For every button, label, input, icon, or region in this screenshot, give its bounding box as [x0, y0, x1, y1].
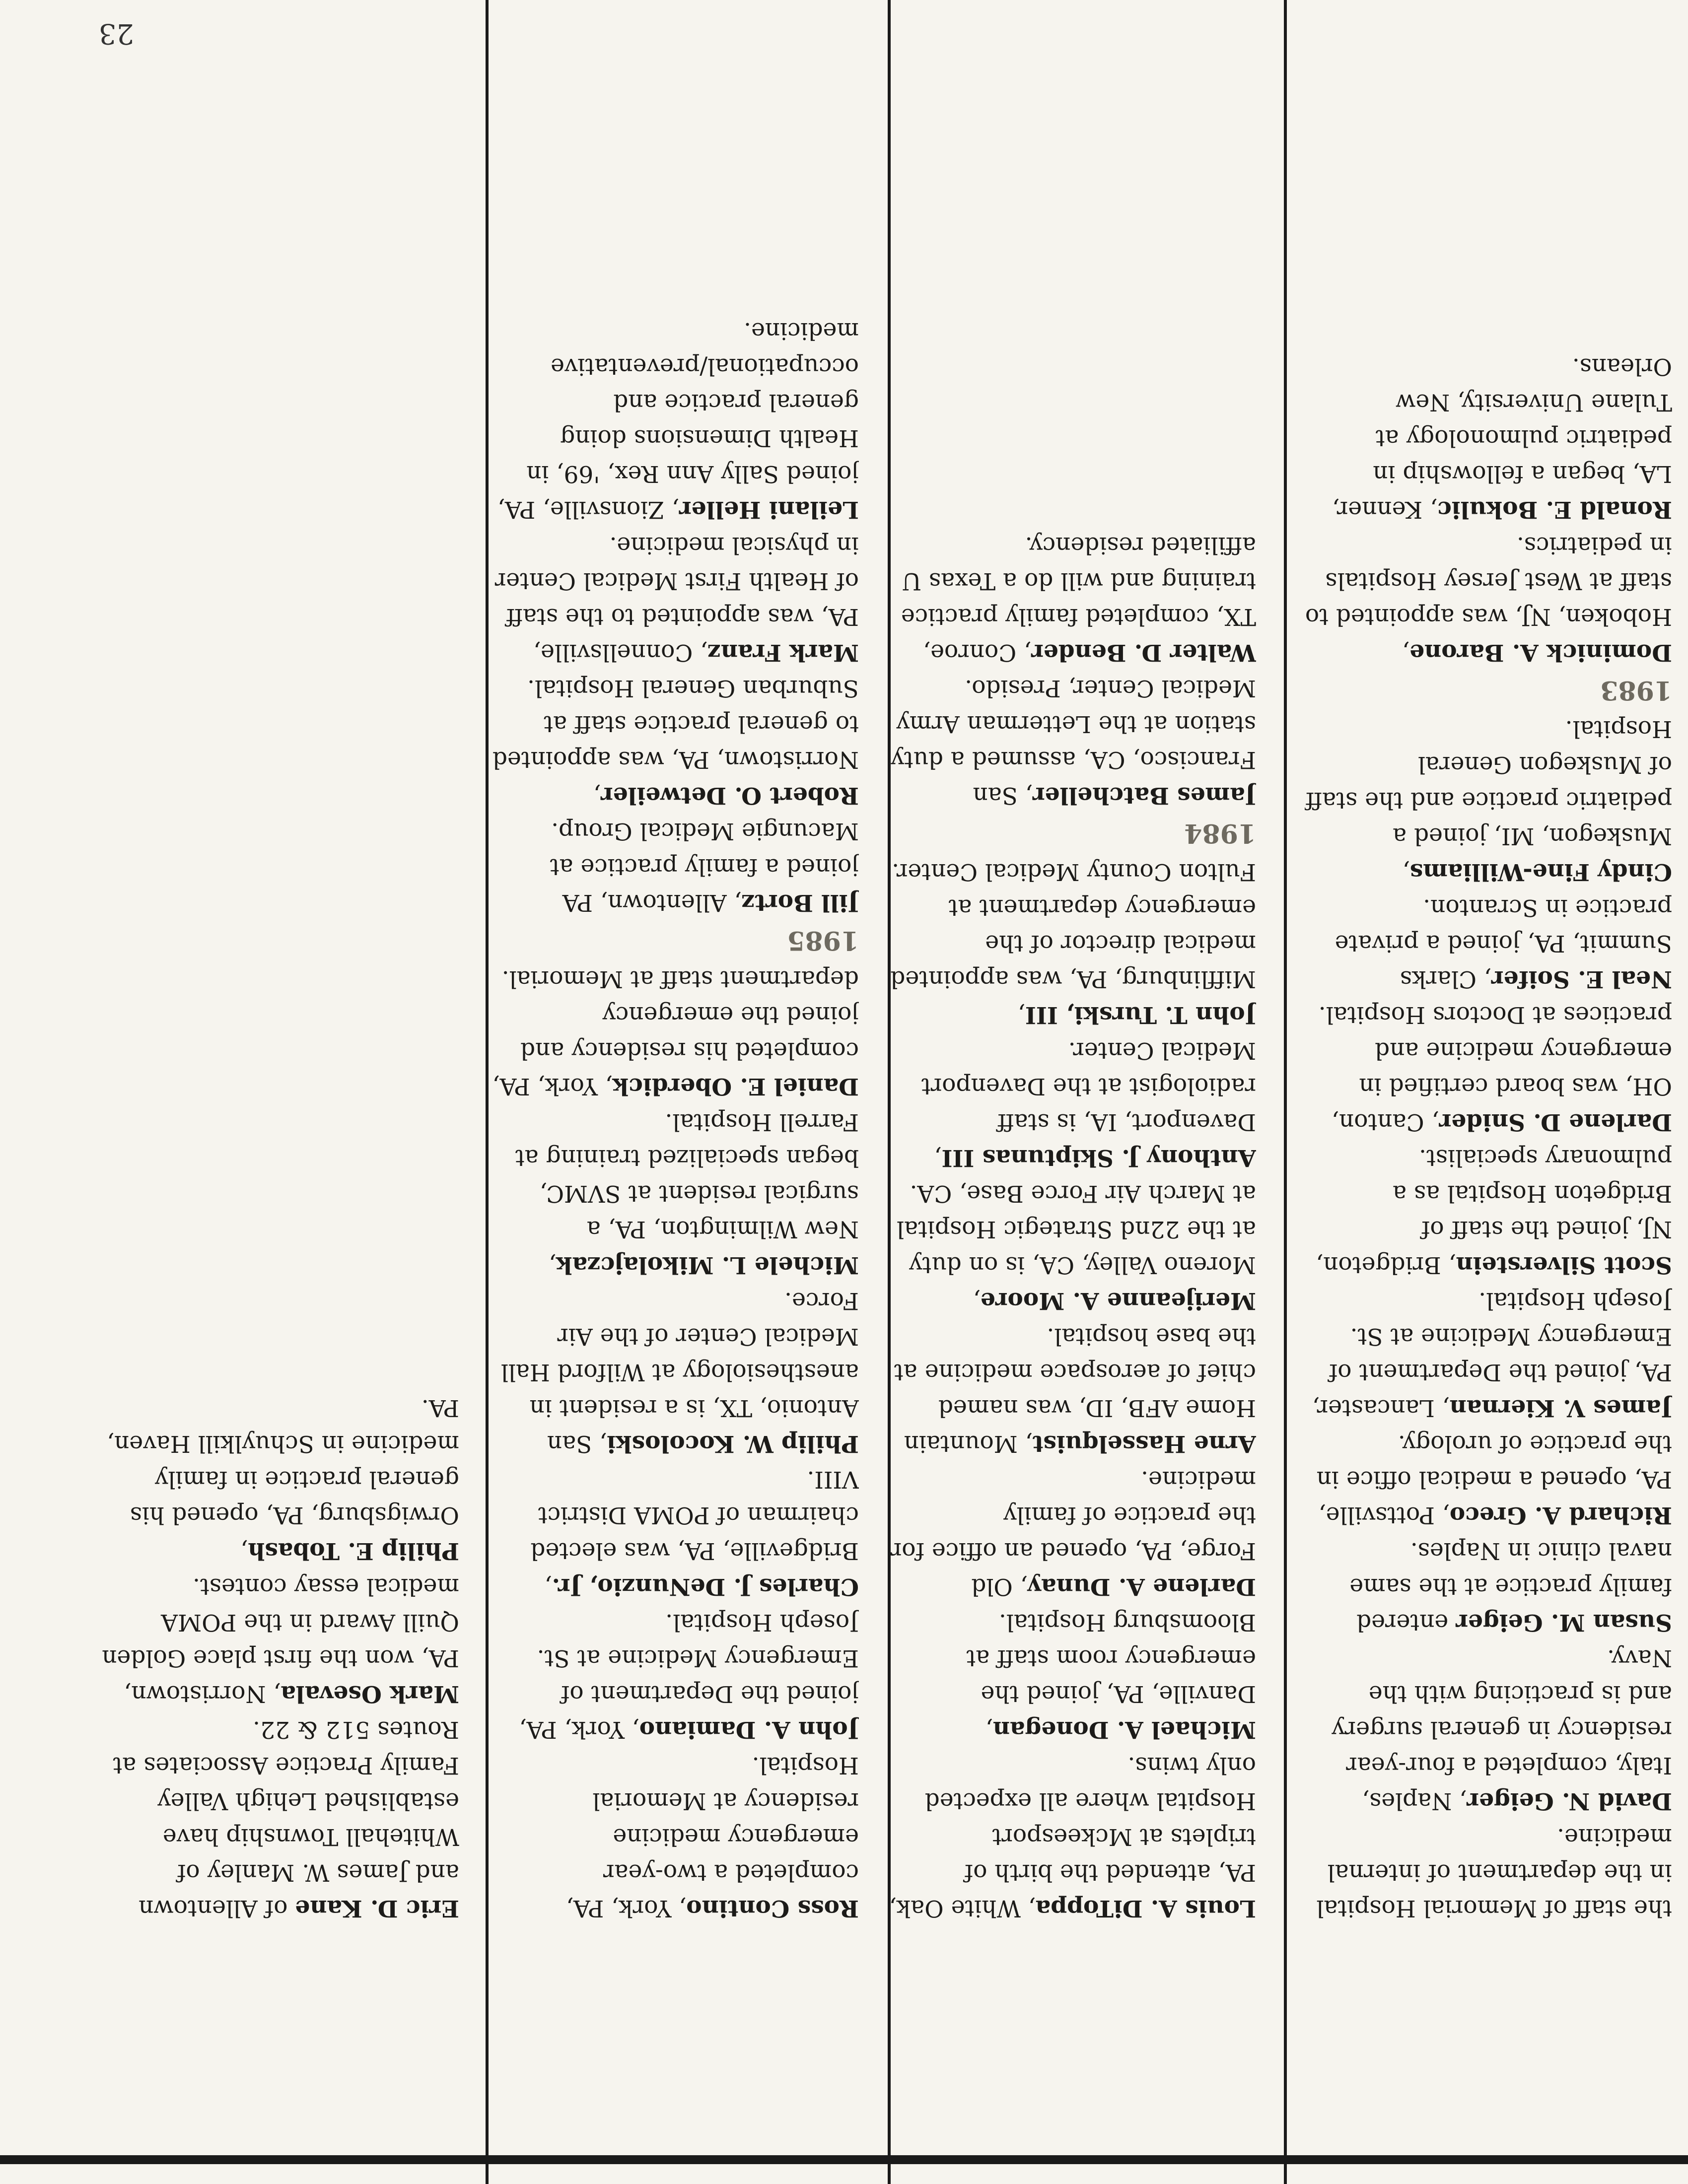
alumni-note: , Allentown, PA joined a family practice at Macungie Medical Group.: [550, 818, 859, 916]
alumni-note: entered family practice at the same naval clinic in Naples.: [1349, 1537, 1672, 1636]
alumni-entry: [92, 1711, 459, 1926]
column-divider: [486, 0, 489, 2184]
alumni-entry: [1305, 1533, 1672, 1640]
alumni-note: , White Oak, PA, attended the birth of triplets at Mckeesport Hospital where all expected only twins.: [889, 1752, 1256, 1922]
alumni-entry: [889, 1747, 1256, 1926]
page-number: 23: [98, 17, 134, 50]
alumni-name: Darlene D. Snider: [1439, 1108, 1672, 1136]
alumni-note: , San Francisco, CA, assumed a duty station at the Letterman Army Medical Center, Presido.: [891, 675, 1256, 809]
alumni-entry: [492, 527, 859, 670]
alumni-entry: [1305, 1426, 1672, 1533]
column-divider: [1284, 0, 1287, 2184]
alumni-note: , Mifflinburg, PA, was appointed medical director of the emergency department at Fulton County Medical Center.: [890, 858, 1256, 1028]
alumni-note: , Davenport, IA, is staff radiologist at the Davenport Medical Center.: [921, 1037, 1256, 1171]
alumni-note: , York, PA, completed his residency and joined the emergency department staff at Memorial.: [492, 965, 859, 1100]
alumni-entry: [889, 527, 1256, 670]
alumni-entry: [1305, 1283, 1672, 1426]
alumni-name: Richard A. Greco: [1449, 1502, 1672, 1529]
alumni-note: , Conroe, TX, completed family practice training and will do a Texas U affiliated residency.: [901, 532, 1256, 666]
alumni-name: Louis A. DiToppa: [1035, 1895, 1256, 1922]
class-year-heading: 1984: [1184, 818, 1256, 848]
alumni-entry: [1305, 711, 1672, 889]
column-2: [889, 139, 1256, 1926]
alumni-note: , York, PA, joined the Department of Emergency Medicine at St. Joseph Hospital.: [519, 1609, 859, 1743]
alumni-entry: [492, 313, 859, 527]
alumni-name: Charles J. DeNunzio, Jr.: [552, 1573, 859, 1600]
alumni-note: , Canton, OH, was board certified in emergency medicine and practices at Doctors Hospital.: [1318, 1001, 1672, 1136]
alumni-entry: [492, 1461, 859, 1604]
alumni-name: Ronald E. Bokulic: [1437, 496, 1672, 523]
alumni-note: , Clarks Summit, PA, joined a private practice in Scranton.: [1335, 894, 1672, 993]
alumni-name: Philip W. Kocoloski: [607, 1430, 859, 1457]
column-3: [492, 139, 859, 1926]
alumni-entry: [492, 1104, 859, 1283]
alumni-name: Arne Hasselquist: [1032, 1430, 1256, 1457]
column-1: [1305, 139, 1672, 1926]
alumni-entry: [889, 1175, 1256, 1318]
alumni-note: the staff of Memorial Hospital in the department of internal medicine.: [1316, 1823, 1672, 1922]
alumni-name: James Batcheller: [1032, 782, 1256, 809]
alumni-note: , Connellsville, PA, was appointed to the staff of Health First Medical Center in physical medicine.: [494, 532, 859, 666]
alumni-entry: [889, 1604, 1256, 1747]
alumni-name: Daniel E. Oberdick: [612, 1073, 859, 1100]
alumni-name: James V. Kiernan: [1449, 1394, 1672, 1422]
alumni-note: , New Wilmington, PA, a surgical resident at SVMC, began specialized training at Farrell Hospital.: [515, 1108, 859, 1279]
alumni-entry: [492, 1283, 859, 1461]
alumni-entry: [889, 1461, 1256, 1604]
alumni-name: Anthony J. Skiptunas III: [941, 1144, 1256, 1171]
alumni-note: , Orwigsburg, PA, opened his general practice in family medicine in Schuylkill Haven, PA.: [107, 1394, 459, 1565]
alumni-entry: [889, 1032, 1256, 1175]
alumni-entry: [492, 1604, 859, 1747]
alumni-entry: [1305, 1640, 1672, 1819]
alumni-entry: [1305, 527, 1672, 670]
alumni-note: , Moreno Valley, CA, is on duty at the 22nd Strategic Hospital at March Air Force Base, CA.: [897, 1180, 1256, 1314]
alumni-note: , York, PA, completed a two-year emergency medicine residency at Memorial Hospital.: [566, 1752, 859, 1922]
alumni-note: , Old Forge, PA, opened an office for the practice of family medicine.: [890, 1466, 1256, 1600]
alumni-name: John T. Turski, III: [1025, 1001, 1256, 1028]
alumni-note: , Norristown, PA, was appointed to general practice staff at Suburban General Hospital.: [492, 675, 859, 809]
alumni-name: Darlene A. Dunay: [1027, 1573, 1256, 1600]
alumni-name: John A. Damiano: [639, 1716, 859, 1743]
alumni-entry: [889, 854, 1256, 1032]
class-year-heading: 1985: [787, 925, 859, 956]
alumni-note: , Bridgeville, PA, was elected chairman of POMA District VIII.: [530, 1466, 859, 1600]
top-rule: [0, 2155, 1688, 2164]
alumni-entry: [492, 961, 859, 1104]
alumni-name: Michele L. Mikolajczak: [556, 1251, 859, 1279]
alumni-entry: [92, 1569, 459, 1711]
alumni-note: of Allentown and James W. Manley of Whitehall Township have established Lehigh Valley Family Practice Associates at Routes 512 & 22.: [113, 1716, 459, 1922]
alumni-note: , Hoboken, NJ, was appointed to staff at West Jersey Hospitals in pediatrics.: [1305, 532, 1672, 666]
alumni-entry: [1305, 889, 1672, 997]
alumni-entry: [889, 670, 1256, 813]
alumni-name: Neal E. Soifer: [1491, 965, 1672, 993]
alumni-note: , Danville, PA, joined the emergency room staff at Bloomsburg Hospital.: [966, 1609, 1256, 1743]
alumni-name: Philip E. Tobash: [248, 1537, 459, 1565]
alumni-name: Mark Osevala: [281, 1680, 459, 1707]
alumni-note: , Mountain Home AFB, ID, was named chief of aerospace medicine at the base hospital.: [894, 1323, 1256, 1457]
alumni-name: Eric D. Kane: [295, 1895, 459, 1922]
alumni-entry: [1305, 348, 1672, 527]
alumni-name: Cindy Fine-Williams: [1409, 858, 1672, 886]
alumni-note: , Muskegon, MI, joined a pediatric practice and the staff of Muskegon General Hospital.: [1305, 715, 1672, 886]
alumni-note: , San Antonio, TX, is a resident in anesthesiology at Wilford Hall Medical Center of the Air Force.: [500, 1287, 859, 1457]
alumni-name: Robert O. Detweiler: [600, 782, 859, 809]
alumni-name: Jill Bortz: [741, 889, 859, 916]
alumni-entry: [1305, 1819, 1672, 1926]
alumni-name: Mark Franz: [707, 639, 859, 666]
alumni-entry: [492, 670, 859, 813]
class-year-heading: 1983: [1600, 675, 1672, 705]
alumni-name: Merijeanne A. Moore: [980, 1287, 1256, 1314]
alumni-name: Dominick A. Barone: [1409, 639, 1672, 666]
alumni-name: Walter D. Bender: [1031, 639, 1256, 666]
alumni-name: David N. Geiger: [1467, 1787, 1672, 1815]
alumni-name: Scott Silverstein: [1456, 1251, 1672, 1279]
column-4: [92, 139, 459, 1926]
alumni-name: Ross Contino: [686, 1895, 859, 1922]
alumni-note: , Zionsville, PA, joined Sally Ann Rex, '69, in Health Dimensions doing general practice and occupational/preventative medicine.: [497, 317, 859, 523]
alumni-entry: [92, 1390, 459, 1569]
alumni-note: , Norristown, PA, won the first place Golden Quill Award in the POMA medical essay contest.: [102, 1573, 459, 1707]
alumni-name: Susan M. Geiger: [1456, 1609, 1672, 1636]
alumni-name: Leilani Heller: [679, 496, 859, 523]
alumni-entry: [492, 813, 859, 920]
alumni-entry: [1305, 1140, 1672, 1283]
alumni-note: , Naples, Italy, completed a four-year residency in general surgery and is practicing with the Navy.: [1332, 1644, 1672, 1815]
alumni-entry: [492, 1747, 859, 1926]
alumni-entry: [889, 1318, 1256, 1461]
alumni-entry: [1305, 997, 1672, 1140]
alumni-note: , Pottsville, PA, opened a medical office in the practice of urology.: [1316, 1430, 1672, 1529]
alumni-note: , Bridgeton, NJ, joined the staff of Bridgeton Hospital as a pulmonary specialist.: [1316, 1144, 1672, 1279]
alumni-note: , Lancaster, PA, joined the Department of Emergency Medicine at St. Joseph Hospital.: [1312, 1287, 1672, 1422]
alumni-name: Michael A. Donegan: [992, 1716, 1256, 1743]
alumni-note: , Kenner, LA, began a fellowship in pediatric pulmonology at Tulane University, New Orleans.: [1332, 353, 1672, 523]
